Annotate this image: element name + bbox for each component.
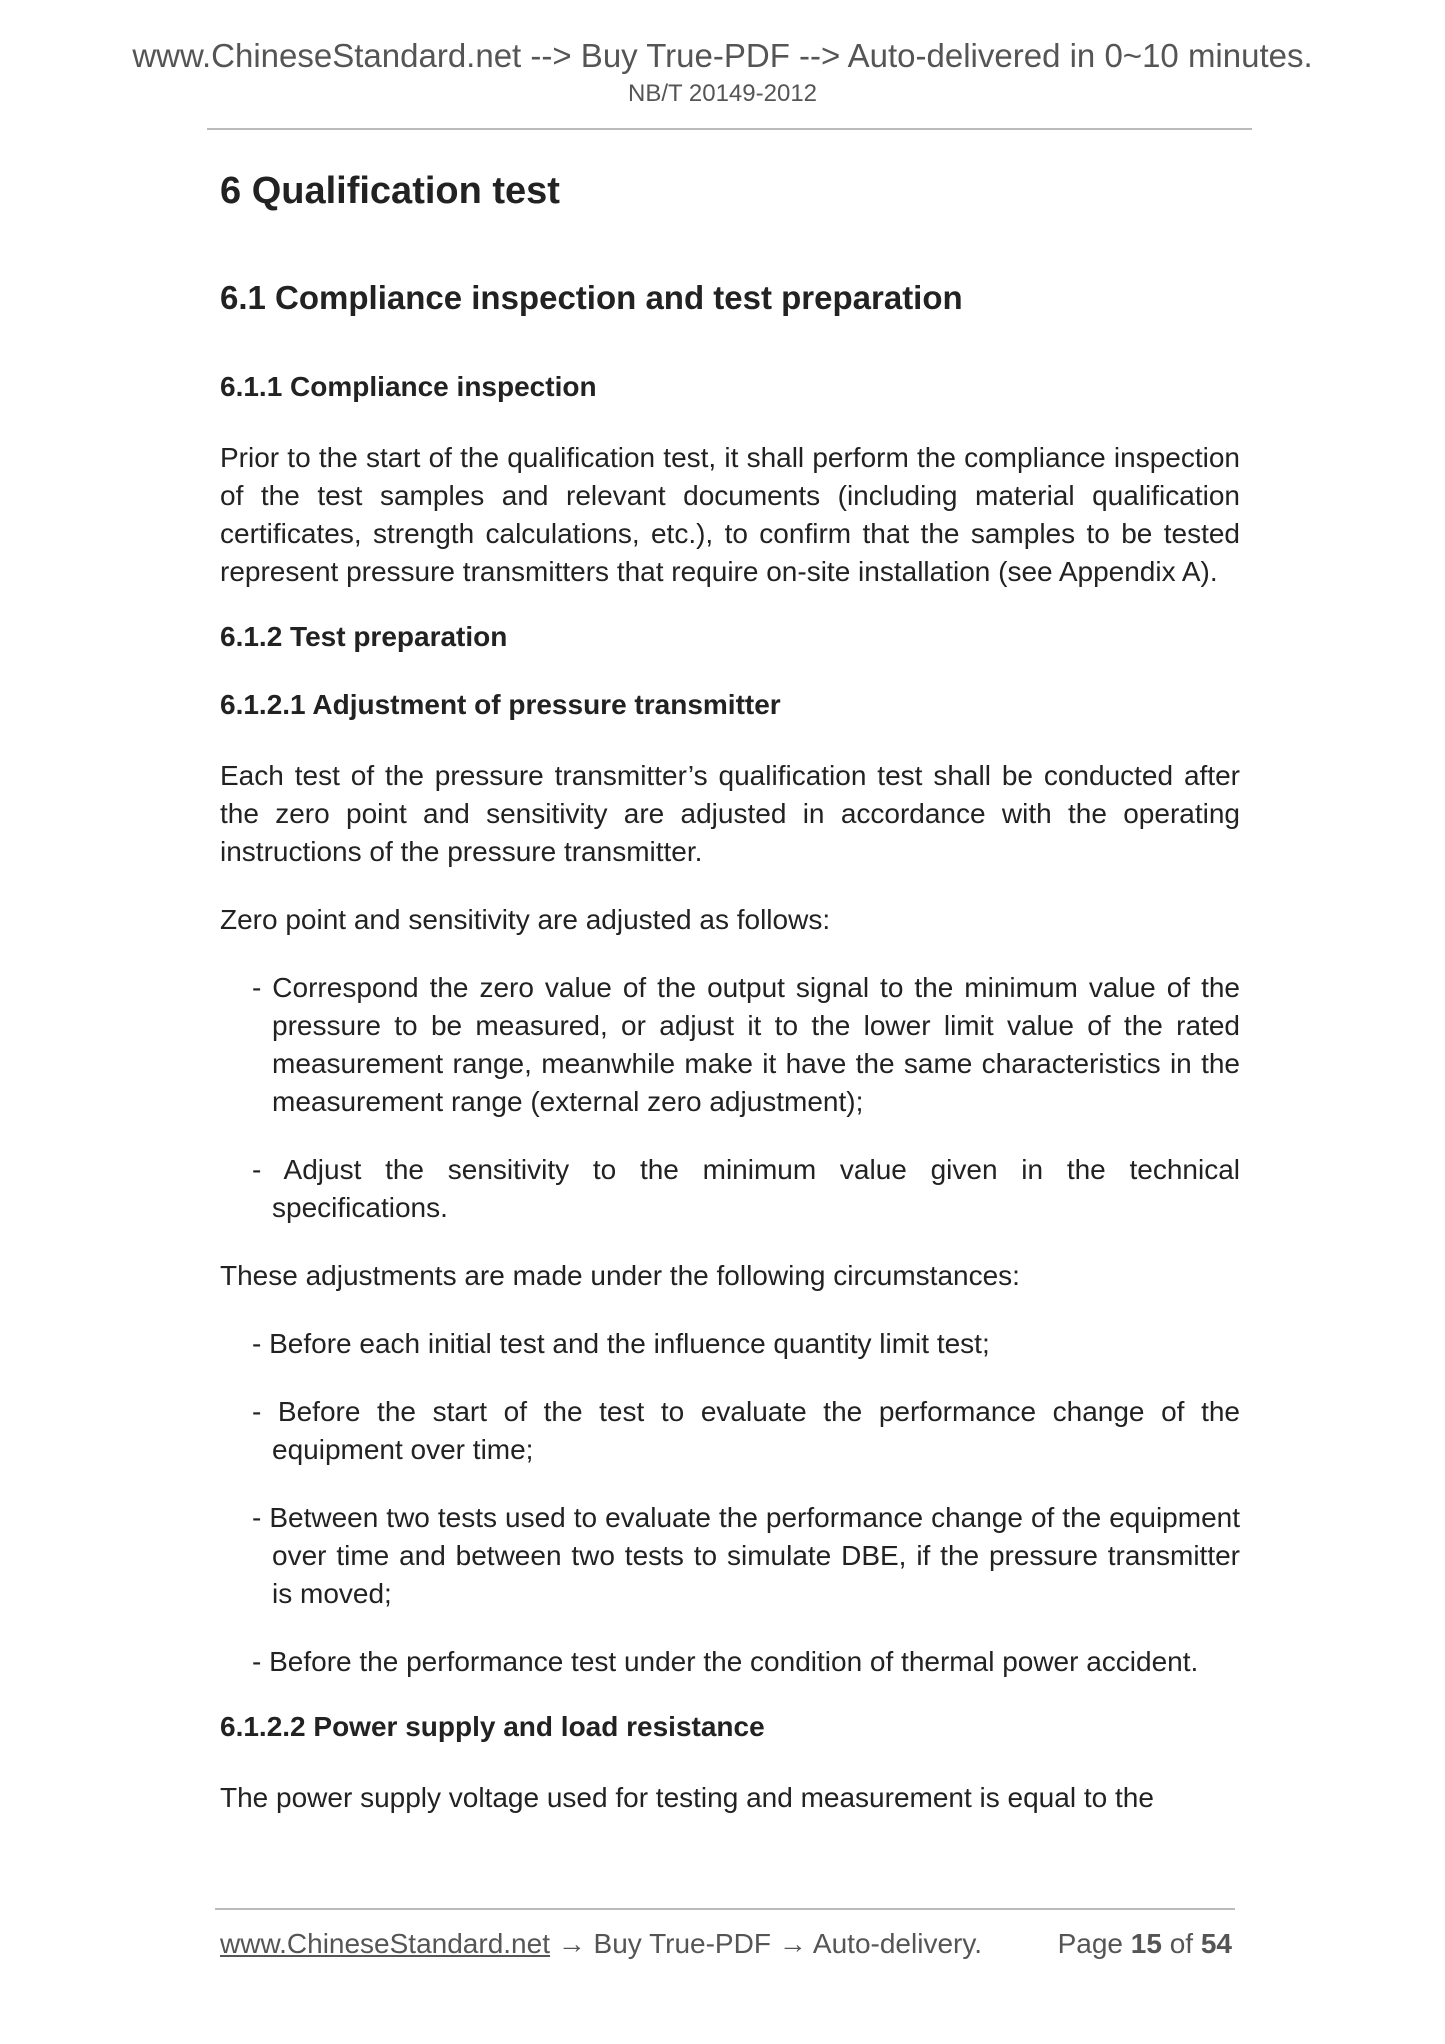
clause-6-1-2-1-paragraph: Each test of the pressure transmitter’s qualification test shall be conducted after the zero point and sensitivity are adjusted in accordance with the operating instructions of the pressure transmitter. xyxy=(220,760,1240,867)
total-pages: 54 xyxy=(1200,1928,1232,1959)
circumstances-intro: These adjustments are made under the following circumstances: xyxy=(220,1260,1020,1291)
top-banner: www.ChineseStandard.net --> Buy True-PDF --> Auto-delivered in 0~10 minutes. xyxy=(132,37,1313,74)
document-code: NB/T 20149-2012 xyxy=(627,80,818,107)
section-title: 6 Qualification test xyxy=(220,170,560,212)
clause-6-1-2-title: 6.1.2 Test preparation xyxy=(220,621,508,652)
footer-divider xyxy=(215,1908,1235,1910)
list-item: - Before the performance test under the condition of thermal power accident. xyxy=(252,1646,1199,1677)
clause-6-1-2-1-title: 6.1.2.1 Adjustment of pressure transmitter xyxy=(220,689,781,720)
footer-text: → Buy True-PDF → Auto-delivery. xyxy=(549,1928,983,1959)
circumstances-list xyxy=(220,1325,1240,1681)
clause-6-1-2-2-title: 6.1.2.2 Power supply and load resistance xyxy=(220,1711,765,1742)
list-item: - Between two tests used to evaluate the performance change of the equipment over time and between two tests to simulate DBE, if the pressure transmitter is moved; xyxy=(252,1502,1240,1609)
clause-6-1-1-paragraph: Prior to the start of the qualification test, it shall perform the compliance inspection of the test samples and relevant documents (including material qualification certificates, strength calculations, etc.), to confirm that the samples to be tested represent pressure transmitters that require on-site installation (see Appendix A). xyxy=(220,442,1240,587)
footer-site-link[interactable]: www.ChineseStandard.net xyxy=(220,1928,550,1959)
of-label: of xyxy=(1169,1928,1194,1959)
page-content xyxy=(220,170,1240,1847)
page-footer xyxy=(220,1928,1232,1960)
header-divider xyxy=(207,128,1252,130)
list-item: - Before each initial test and the influence quantity limit test; xyxy=(252,1328,990,1359)
page-number xyxy=(1058,1928,1232,1960)
page-label: Page xyxy=(1057,1928,1123,1959)
list-item: - Before the start of the test to evaluate the performance change of the equipment over time; xyxy=(252,1396,1240,1465)
current-page: 15 xyxy=(1130,1928,1162,1959)
clause-6-1-1-title: 6.1.1 Compliance inspection xyxy=(220,371,597,402)
adjustment-list xyxy=(220,969,1240,1227)
list-item: - Adjust the sensitivity to the minimum value given in the technical specifications. xyxy=(252,1154,1240,1223)
list-item: - Correspond the zero value of the output signal to the minimum value of the pressure to be measured, or adjust it to the lower limit value of the rated measurement range, meanwhile make it have the same characteristics in the measurement range (external zero adjustment); xyxy=(252,972,1240,1117)
adjustment-intro: Zero point and sensitivity are adjusted as follows: xyxy=(220,904,831,935)
clause-6-1-2-2-paragraph: The power supply voltage used for testing and measurement is equal to the xyxy=(220,1782,1154,1813)
subsection-title: 6.1 Compliance inspection and test preparation xyxy=(220,279,963,316)
